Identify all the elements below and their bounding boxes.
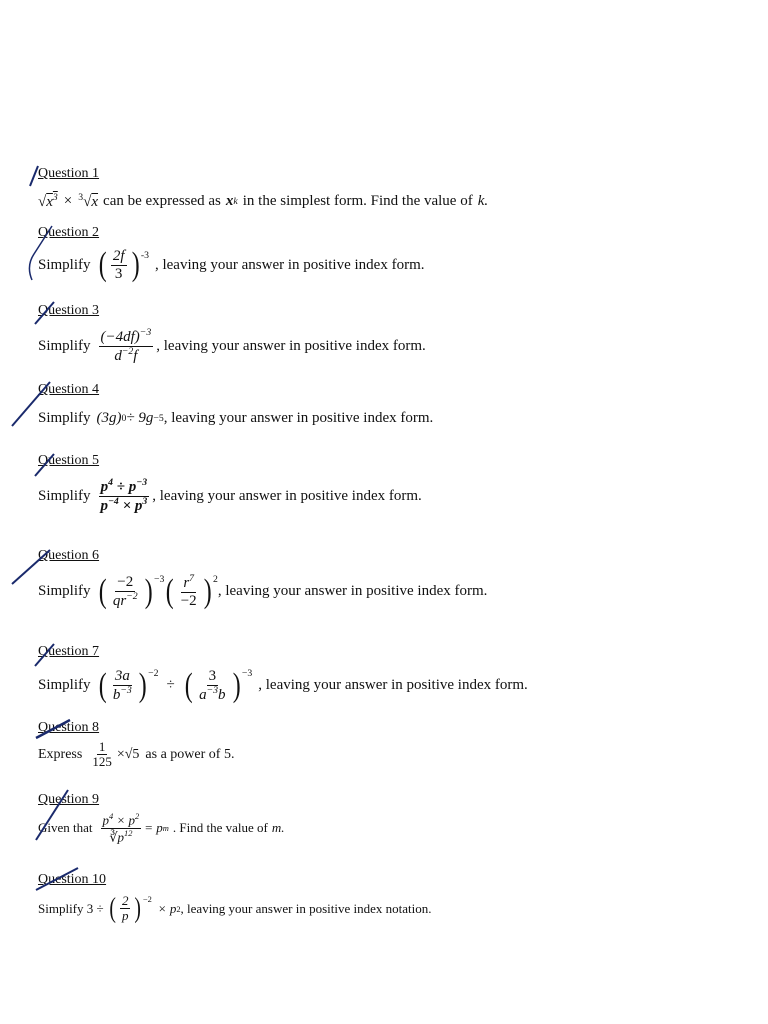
question-9-text: Given that $\frac{p^4 \times p^2}{∛p^{12}}$ = p m . Find the value of m. — [38, 811, 285, 844]
question-10-text: Simplify 3 ÷ ( $\frac{2}{p}$ ) $^{-2}$ × p 2 , leaving your answer in positive index notation. — [38, 892, 432, 924]
check-mark-icon — [10, 380, 54, 428]
question-2-heading: Question 2 — [38, 225, 100, 240]
question-4-heading: Question 4 — [38, 382, 100, 397]
question-8-text: Express $\frac{1}{125}$ ×√5 as a power of 5. — [38, 739, 235, 770]
question-7-text: Simplify ( $\frac{3a}{b^{-3}}$ ) $^{-2}$ ÷ ( $\frac{3}{a^{-3}b}$ ) $^{-3}$ , leaving your answer in positive index form. — [38, 666, 528, 704]
question-5-heading: Question 5 — [38, 453, 100, 468]
question-5-text: Simplify $\frac{p^4 \div p^{-3}}{p^{-4} \times p^3}$ , leaving your answer in positive index form. — [38, 477, 422, 514]
question-3-heading: Question 3 — [38, 303, 100, 318]
question-6-text: Simplify ( $\frac{-2}{qr^{-2}}$ ) $^{-3}$ ( $\frac{r^7}{-2}$ ) $^2$ , leaving your answer in positive index form. — [38, 572, 488, 610]
check-mark-icon — [22, 224, 56, 284]
question-8-heading: Question 8 — [38, 720, 100, 735]
check-mark-icon — [32, 300, 58, 326]
check-mark-icon — [34, 866, 80, 892]
check-mark-icon — [32, 788, 70, 842]
question-10-heading: Question 10 — [38, 872, 107, 887]
question-1-text: $√x^3$ × $^3$√x can be expressed as x k in the simplest form. Find the value of k. — [38, 192, 489, 210]
question-3-text: Simplify $\frac{(-4df)^{-3}}{d^{-2}f}$ , leaving your answer in positive index form. — [38, 327, 426, 364]
question-7-heading: Question 7 — [38, 644, 100, 659]
check-mark-icon — [10, 548, 54, 586]
check-mark-icon — [28, 164, 54, 190]
question-4-text: Simplify (3g) 0 ÷ 9g −5 , leaving your answer in positive index form. — [38, 410, 434, 426]
cuberoot-x: $^3$√x — [78, 192, 99, 210]
sqrt-x-cubed: $√x^3$ — [38, 192, 58, 210]
question-9-heading: Question 9 — [38, 792, 100, 807]
check-mark-icon — [34, 718, 74, 740]
check-mark-icon — [32, 642, 58, 668]
question-6-heading: Question 6 — [38, 548, 100, 563]
question-2-text: Simplify ( $\frac{2f}{3}$ ) $^{-3}$ , leaving your answer in positive index form. — [38, 246, 425, 283]
check-mark-icon — [32, 452, 58, 478]
question-1-heading: Question 1 — [38, 166, 100, 181]
